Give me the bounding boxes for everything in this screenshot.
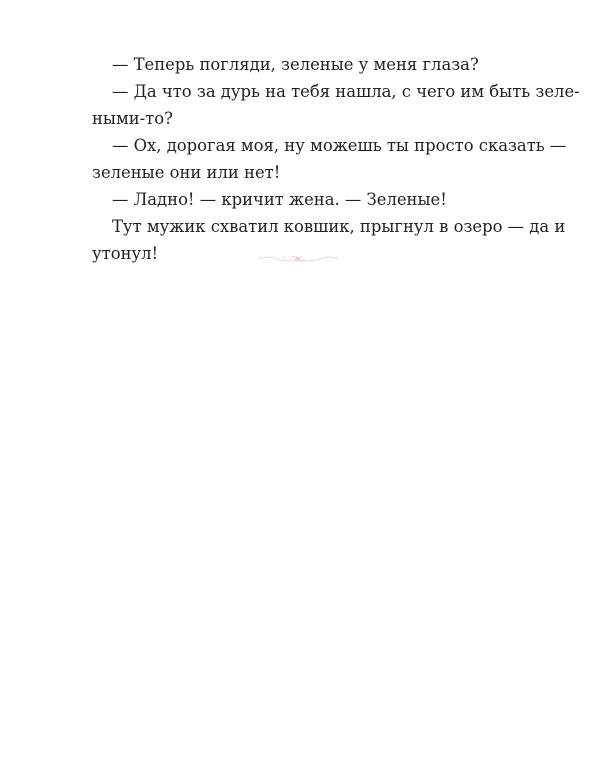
dialogue-line: — Ох, дорогая моя, ну можешь ты просто сказать — [112, 136, 567, 155]
flourish-ornament-icon [256, 252, 340, 266]
dialogue-line-continuation: ными-то? [92, 109, 173, 128]
dialogue-line: — Да что за дурь на тебя нашла, с чего им быть зеле- [112, 82, 580, 101]
dialogue-line: — Теперь погляди, зеленые у меня глаза? [112, 55, 479, 74]
narration-line: Тут мужик схватил ковшик, прыгнул в озеро — да и [112, 217, 566, 236]
narration-line-continuation: утонул! [92, 244, 159, 263]
dialogue-line: — Ладно! — кричит жена. — Зеленые! [112, 190, 447, 209]
story-text [92, 51, 580, 267]
dialogue-line-continuation: зеленые они или нет! [92, 163, 281, 182]
